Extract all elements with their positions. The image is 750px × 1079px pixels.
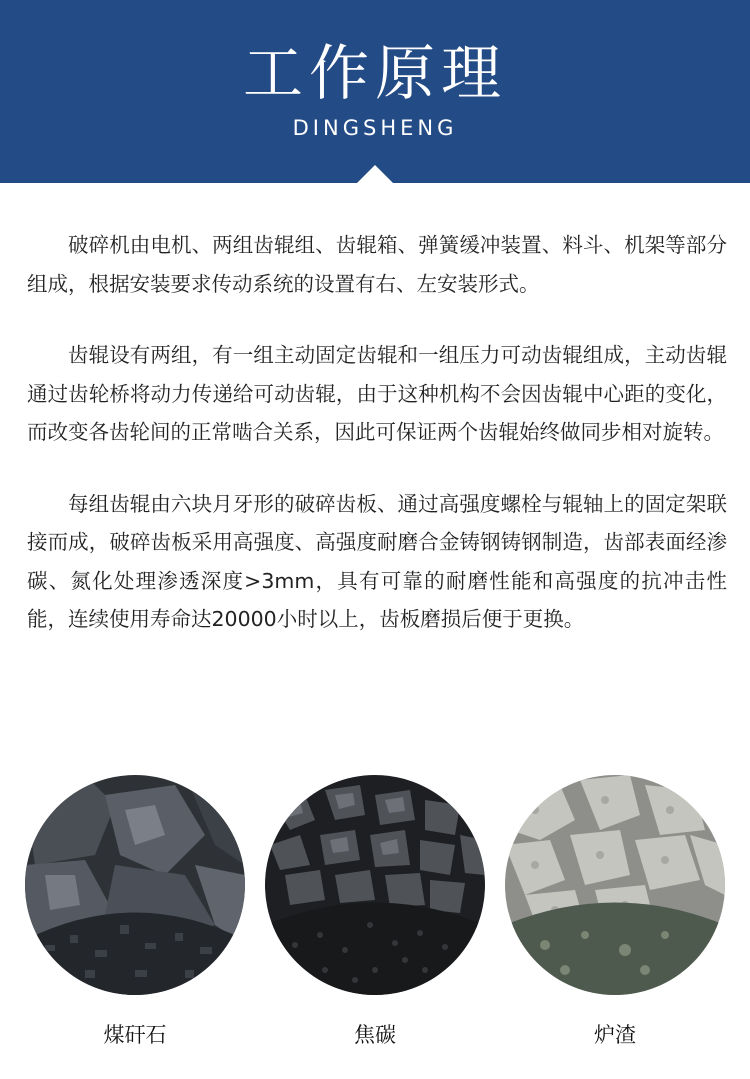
coke-image — [265, 775, 485, 995]
material-item-slag — [504, 775, 726, 1047]
paragraph-teeth: 每组齿辊由六块月牙形的破碎齿板、通过高强度螺栓与辊轴上的固定架联接而成，破碎齿板采用高强度、高强度耐磨合金铸钢铸钢制造，齿部表面经渗碳、氮化处理渗透深度>3mm，具有可靠的耐磨性能和高强度的抗冲击性能，连续使用寿命达20000小时以上，齿板磨损后便于更换。 — [27, 491, 727, 631]
material-item-coke — [264, 775, 486, 1047]
material-label: 焦碳 — [354, 1023, 396, 1047]
materials-gallery — [0, 775, 750, 1075]
description-text — [27, 226, 727, 672]
coal-gangue-image — [25, 775, 245, 995]
banner-notch — [356, 165, 394, 184]
header-banner — [0, 0, 750, 183]
material-label: 炉渣 — [594, 1023, 636, 1047]
page-title: 工作原理 — [243, 39, 507, 109]
brand-subtitle: DINGSHENG — [292, 116, 458, 140]
material-label: 煤矸石 — [103, 1023, 167, 1047]
material-item-coal-gangue — [24, 775, 246, 1047]
paragraph-composition: 破碎机由电机、两组齿辊组、齿辊箱、弹簧缓冲装置、料斗、机架等部分组成，根据安装要求传动系统的设置有右、左安装形式。 — [27, 233, 727, 296]
paragraph-rollers: 齿辊设有两组，有一组主动固定齿辊和一组压力可动齿辊组成，主动齿辊通过齿轮桥将动力传递给可动齿辊，由于这种机构不会因齿辊中心距的变化，而改变各齿轮间的正常啮合关系，因此可保证两个齿辊始终做同步相对旋转。 — [27, 343, 727, 444]
slag-image — [505, 775, 725, 995]
